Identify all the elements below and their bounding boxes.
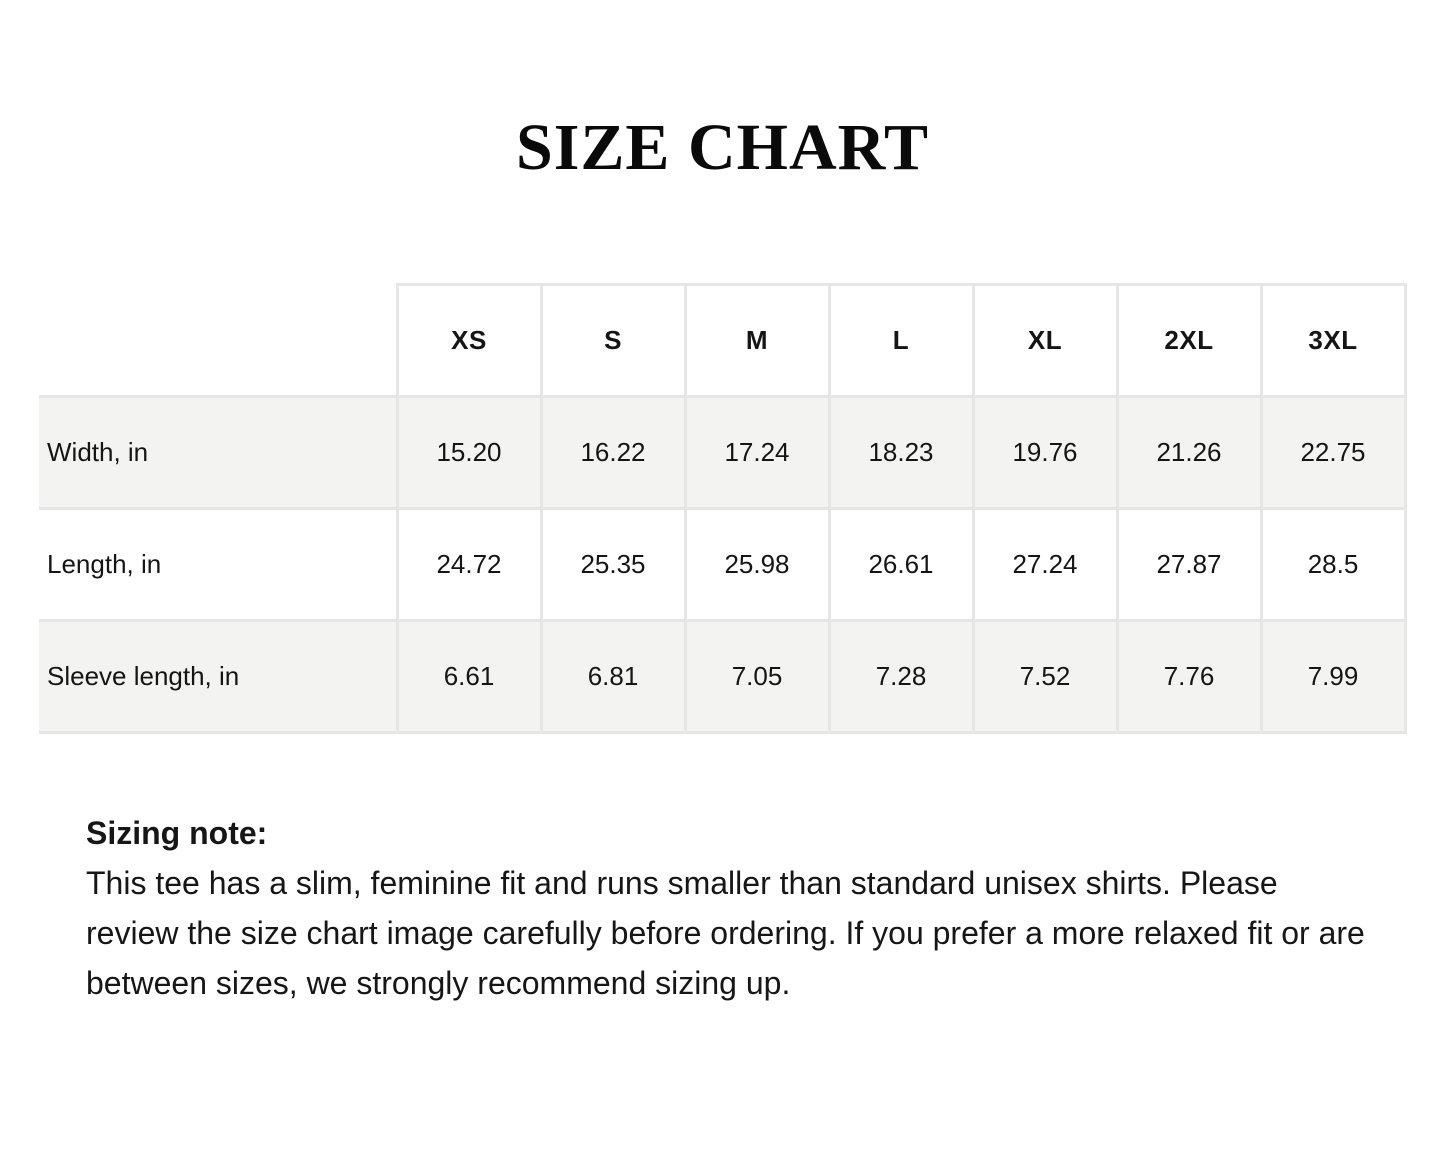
table-cell: 22.75 (1261, 397, 1405, 509)
sizing-note-body: This tee has a slim, feminine fit and runs smaller than standard unisex shirts. Please review the size chart image carefully before ordering. If you prefer a more relaxed fit or are between sizes, we strongly recommend sizing up. (86, 865, 1365, 1001)
table-cell: 6.81 (541, 621, 685, 733)
row-label: Sleeve length, in (39, 621, 397, 733)
table-row-width (39, 397, 1405, 509)
sizing-note-heading: Sizing note: (86, 815, 268, 851)
table-cell: 7.28 (829, 621, 973, 733)
table-cell: 28.5 (1261, 509, 1405, 621)
size-header-2xl: 2XL (1117, 285, 1261, 397)
size-chart-table (39, 283, 1407, 734)
table-cell: 6.61 (397, 621, 541, 733)
table-cell: 19.76 (973, 397, 1117, 509)
table-header-row (39, 285, 1405, 397)
table-cell: 25.98 (685, 509, 829, 621)
table-cell: 25.35 (541, 509, 685, 621)
size-header-xs: XS (397, 285, 541, 397)
table-cell: 26.61 (829, 509, 973, 621)
table-cell: 24.72 (397, 509, 541, 621)
table-cell: 27.24 (973, 509, 1117, 621)
table-cell: 7.52 (973, 621, 1117, 733)
table-cell: 7.76 (1117, 621, 1261, 733)
size-header-xl: XL (973, 285, 1117, 397)
row-label: Width, in (39, 397, 397, 509)
size-header-m: M (685, 285, 829, 397)
table-cell: 7.05 (685, 621, 829, 733)
table-cell: 16.22 (541, 397, 685, 509)
table-cell: 27.87 (1117, 509, 1261, 621)
size-header-3xl: 3XL (1261, 285, 1405, 397)
page-title: SIZE CHART (516, 111, 929, 184)
table-corner-cell (39, 285, 397, 397)
size-header-s: S (541, 285, 685, 397)
table-cell: 15.20 (397, 397, 541, 509)
table-cell: 17.24 (685, 397, 829, 509)
table-row-length (39, 509, 1405, 621)
sizing-note (86, 808, 1376, 1008)
size-header-l: L (829, 285, 973, 397)
table-row-sleeve-length (39, 621, 1405, 733)
table-cell: 7.99 (1261, 621, 1405, 733)
row-label: Length, in (39, 509, 397, 621)
table-cell: 21.26 (1117, 397, 1261, 509)
table-cell: 18.23 (829, 397, 973, 509)
